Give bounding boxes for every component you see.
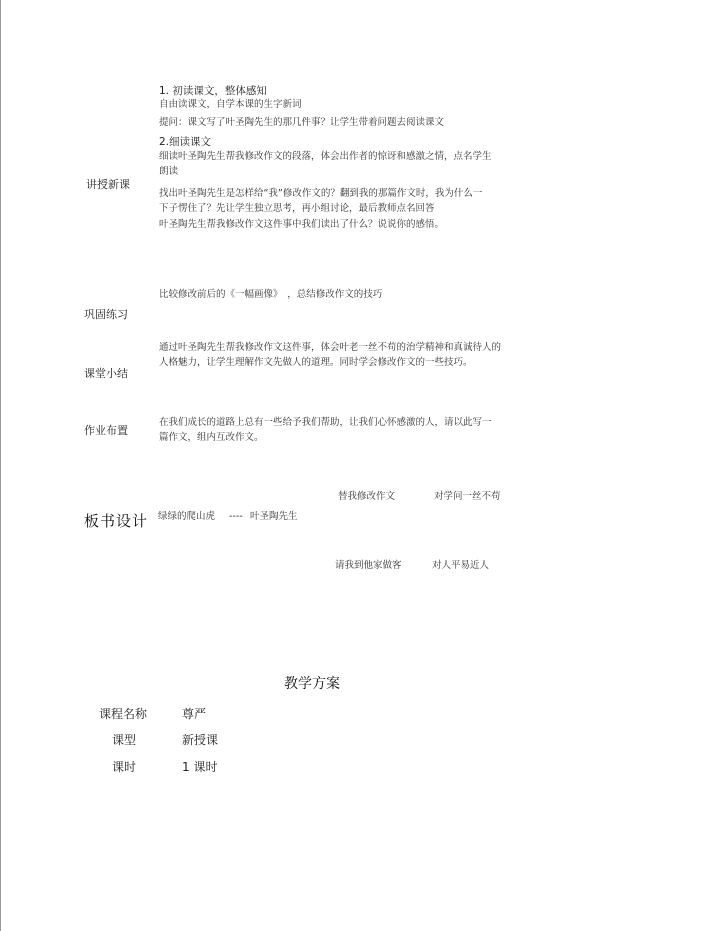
plan-row-value: 尊严 bbox=[182, 707, 207, 721]
teach-line: 2.细读课文 bbox=[159, 136, 212, 148]
homework-line: 篇作文，组内互改作文。 bbox=[159, 432, 264, 443]
section-label-summary: 课堂小结 bbox=[84, 367, 128, 380]
plan-title: 教学方案 bbox=[284, 676, 340, 692]
section-label-practice: 巩固练习 bbox=[84, 308, 128, 321]
board-label: 板书设计 bbox=[84, 512, 149, 530]
plan-row-label: 课时 bbox=[112, 760, 137, 774]
teach-line: 1. 初读课文，整体感知 bbox=[159, 85, 267, 97]
teach-line: 提问：课文写了叶圣陶先生的那几件事？让学生带着问题去阅读课文 bbox=[159, 117, 445, 128]
board-center: 叶圣陶先生 bbox=[250, 511, 298, 522]
summary-line: 通过叶圣陶先生帮我修改作文这件事，体会叶老一丝不苟的治学精神和真诚待人的 bbox=[159, 342, 502, 353]
section-label-teach: 讲授新课 bbox=[86, 178, 130, 191]
teach-line: 朗读 bbox=[159, 166, 179, 177]
page-left-border bbox=[0, 0, 1, 931]
board-bottom-left: 请我到他家做客 bbox=[335, 560, 402, 571]
homework-line: 在我们成长的道路上总有一些给予我们帮助，让我们心怀感激的人，请以此写一 bbox=[159, 417, 492, 428]
plan-row-label: 课型 bbox=[112, 733, 137, 747]
summary-line: 人格魅力，让学生理解作文先做人的道理。同时学会修改作文的一些技巧。 bbox=[159, 357, 473, 368]
board-top-right: 对学问一丝不苟 bbox=[434, 491, 501, 502]
teach-line: 找出叶圣陶先生是怎样给“我”修改作文的？翻到我的那篇作文时，我为什么一 bbox=[159, 188, 483, 199]
teach-line: 下子愣住了？先让学生独立思考，再小组讨论，最后教师点名回答 bbox=[159, 203, 435, 214]
section-label-homework: 作业布置 bbox=[84, 424, 128, 437]
board-dash: ---- bbox=[229, 511, 243, 522]
board-bottom-right: 对人平易近人 bbox=[432, 560, 490, 571]
plan-row-value: 新授课 bbox=[182, 733, 219, 747]
plan-row-label: 课程名称 bbox=[99, 707, 148, 721]
board-left: 绿绿的爬山虎 bbox=[158, 511, 216, 522]
teach-line: 自由读课文，自学本课的生字新词 bbox=[159, 99, 302, 110]
teach-line: 细读叶圣陶先生帮我修改作文的段落，体会出作者的惊讶和感激之情，点名学生 bbox=[159, 151, 492, 162]
teach-line: 叶圣陶先生帮我修改作文这件事中我们读出了什么？说说你的感悟。 bbox=[159, 219, 445, 230]
board-top-left: 替我修改作文 bbox=[338, 491, 396, 502]
plan-row-value: 1 课时 bbox=[182, 760, 218, 774]
practice-line: 比较修改前后的《一幅画像》 ，总结修改作文的技巧 bbox=[159, 289, 383, 300]
